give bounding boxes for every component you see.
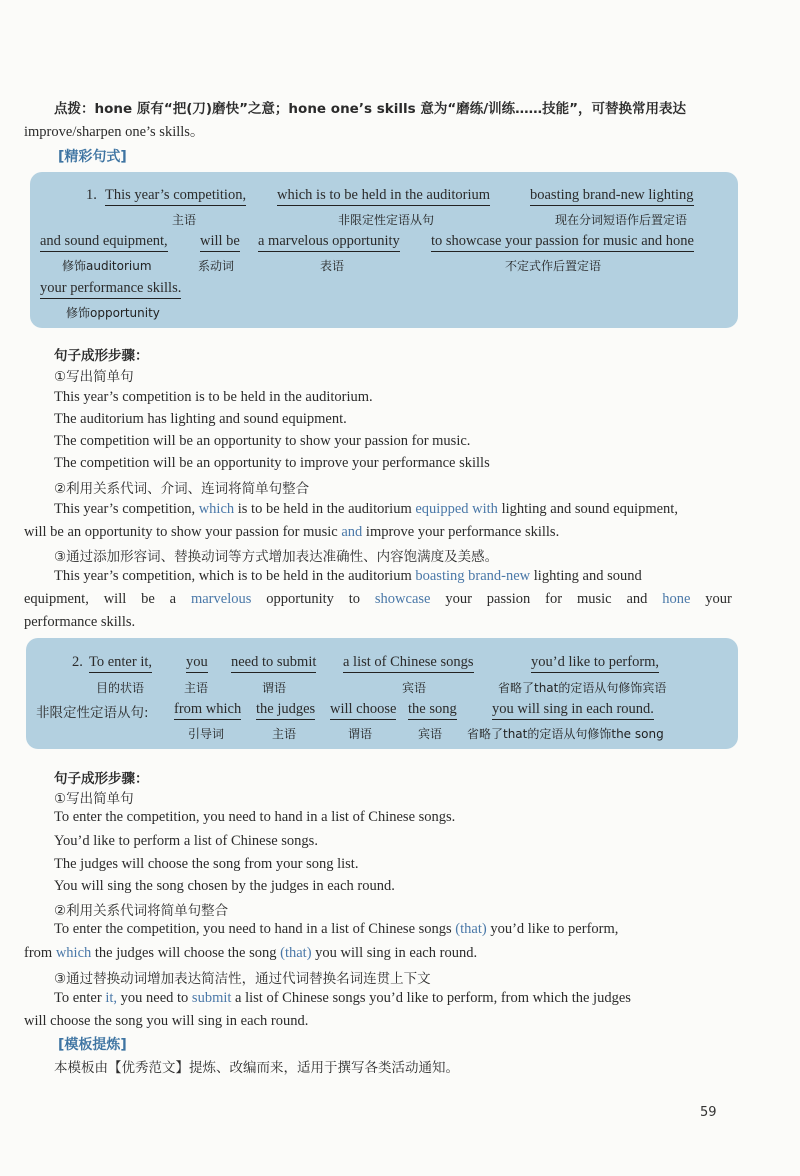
- box1-label-clause: 非限定性定语从句: [338, 213, 435, 227]
- box2-the-judges: the judges: [256, 701, 315, 720]
- section-header-template: [模板提炼]: [58, 1037, 127, 1053]
- box1-skills: your performance skills.: [40, 280, 181, 299]
- s2n1-it: it,: [105, 990, 118, 1006]
- box1-number: 1.: [86, 187, 97, 203]
- box2-the-song: the song: [408, 701, 457, 720]
- s2n1-submit: submit: [191, 990, 232, 1006]
- box2-sing-clause: you will sing in each round.: [492, 701, 654, 720]
- steps1-final-line-3: performance skills.: [24, 614, 136, 630]
- final2-w7: to: [348, 591, 361, 607]
- merged2-part-c: improve your performance skills.: [365, 524, 560, 540]
- steps2-step-2: ②利用关系代词将简单句整合: [54, 903, 229, 919]
- final2-showcase: showcase: [374, 591, 431, 607]
- steps2-step-3: ③通过替换动词增加表达简洁性，通过代词替换名词连贯上下文: [54, 971, 431, 987]
- s2m1-that: (that): [455, 921, 487, 937]
- box1-label-modify-opportunity: 修饰opportunity: [66, 306, 160, 320]
- steps1-merged-line-1: [54, 501, 678, 518]
- box2-label-clause: 省略了that的定语从句修饰宾语: [498, 681, 667, 695]
- box2-label-predicate: 谓语: [262, 681, 287, 695]
- box2-object: a list of Chinese songs: [343, 654, 474, 673]
- final2-w11: for: [545, 591, 563, 607]
- s2m2-which: which: [55, 945, 92, 961]
- s2m2-part-c: the judges will choose the song: [94, 945, 277, 961]
- merged2-part-a: will be an opportunity to show your passion for music: [24, 524, 338, 540]
- steps2-final-line-2: will choose the song you will sing in each round.: [24, 1013, 309, 1029]
- box2-will-choose: will choose: [330, 701, 396, 720]
- box2-label-subject: 主语: [184, 681, 209, 695]
- page-number: 59: [700, 1105, 717, 1120]
- box1-label-participle: 现在分词短语作后置定语: [555, 213, 688, 227]
- final2-w1: equipment,: [24, 591, 89, 607]
- section-header-sentences: [精彩句式]: [58, 149, 127, 165]
- final1-boasting: boasting brand-new: [415, 568, 531, 584]
- final2-w12: music: [576, 591, 612, 607]
- steps1-merged-line-2: [24, 524, 559, 541]
- s2m2-from: from: [24, 945, 53, 961]
- steps1-final-line-1: [54, 568, 642, 585]
- box1-relative-clause: which is to be held in the auditorium: [277, 187, 490, 206]
- merged2-and: and: [341, 524, 363, 540]
- steps2-title: 句子成形步骤：: [54, 771, 149, 787]
- box1-predicative: a marvelous opportunity: [258, 233, 400, 252]
- steps2-merged-line-2: [24, 945, 477, 962]
- final2-w4: a: [169, 591, 177, 607]
- intro-text-1: 点拨：hone 原有“把(刀)磨快”之意；hone one’s skills 意为“磨练/训练……技能”，可替换常用表达: [54, 101, 687, 117]
- steps2-final-line-1: [54, 990, 631, 1007]
- box2-label-subject-2: 主语: [272, 727, 297, 741]
- box2-label-clause-2: 省略了that的定语从句修饰the song: [467, 727, 664, 741]
- box2-label-predicate-2: 谓语: [348, 727, 373, 741]
- merged1-which: which: [198, 501, 235, 517]
- steps1-line-1: This year’s competition is to be held in the auditorium.: [54, 389, 373, 405]
- final2-w9: your: [445, 591, 472, 607]
- intro-line-2: [24, 124, 204, 141]
- steps1-line-4: The competition will be an opportunity to improve your performance skills: [54, 455, 490, 471]
- steps1-step-1: ①写出简单句: [54, 369, 134, 385]
- box2-label-object: 宾语: [402, 681, 427, 695]
- box1-label-linking-verb: 系动词: [198, 259, 235, 273]
- box2-purpose: To enter it,: [89, 654, 152, 673]
- s2n1-rest: a list of Chinese songs you’d like to perform, from which the judges: [235, 990, 631, 1006]
- merged1-equipped-with: equipped with: [415, 501, 498, 517]
- merged1-part-e: lighting and sound equipment,: [501, 501, 678, 517]
- steps2-line-3: The judges will choose the song from your song list.: [54, 856, 359, 872]
- steps1-line-2: The auditorium has lighting and sound equipment.: [54, 411, 347, 427]
- box2-subject: you: [186, 654, 208, 673]
- box2-lead: 非限定性定语从句:: [36, 705, 149, 721]
- steps1-step-3: ③通过添加形容词、替换动词等方式增加表达准确性、内容饱满度及美感。: [54, 549, 499, 565]
- steps2-line-2: You’d like to perform a list of Chinese songs.: [54, 833, 318, 849]
- s2m2-that: (that): [280, 945, 312, 961]
- box1-label-infinitive: 不定式作后置定语: [505, 259, 602, 273]
- intro-line-1: [54, 101, 686, 118]
- steps1-final-line-2: [24, 591, 732, 608]
- s2m1-part-c: you’d like to perform,: [490, 921, 619, 937]
- box1-participle-phrase: boasting brand-new lighting: [530, 187, 694, 206]
- final2-marvelous: marvelous: [190, 591, 252, 607]
- steps1-line-3: The competition will be an opportunity to show your passion for music.: [54, 433, 471, 449]
- box1-label-modify-auditorium: 修饰auditorium: [62, 259, 152, 273]
- box1-linking-verb: will be: [200, 233, 240, 252]
- steps1-title: 句子成形步骤：: [54, 348, 149, 364]
- final2-w13: and: [626, 591, 648, 607]
- box1-label-predicative: 表语: [320, 259, 345, 273]
- merged1-part-a: This year’s competition,: [54, 501, 196, 517]
- final2-w6: opportunity: [266, 591, 334, 607]
- final2-w15: your: [705, 591, 732, 607]
- box1-infinitive: to showcase your passion for music and hone: [431, 233, 694, 252]
- steps1-step-2: ②利用关系代词、介词、连词将简单句整合: [54, 481, 310, 497]
- box2-clause: you’d like to perform,: [531, 654, 659, 673]
- box2-label-object-2: 宾语: [418, 727, 443, 741]
- final2-hone: hone: [662, 591, 691, 607]
- merged1-part-c: is to be held in the auditorium: [237, 501, 412, 517]
- s2n1-to-enter: To enter: [54, 990, 102, 1006]
- steps2-line-4: You will sing the song chosen by the judges in each round.: [54, 878, 395, 894]
- box1-label-subject: 主语: [172, 213, 197, 227]
- final1-part-c: lighting and sound: [533, 568, 642, 584]
- steps2-step-1: ①写出简单句: [54, 791, 134, 807]
- box2-label-purpose: 目的状语: [96, 681, 145, 695]
- steps2-line-1: To enter the competition, you need to hand in a list of Chinese songs.: [54, 809, 456, 825]
- template-note: 本模板由【优秀范文】提炼、改编而来，适用于撰写各类活动通知。: [54, 1060, 459, 1076]
- s2m1-part-a: To enter the competition, you need to hand in a list of Chinese songs: [54, 921, 452, 937]
- box2-number: 2.: [72, 654, 83, 670]
- box2-from-which: from which: [174, 701, 241, 720]
- s2n1-need-to: you need to: [120, 990, 189, 1006]
- box1-subject: This year’s competition,: [105, 187, 246, 206]
- final2-w3: be: [141, 591, 155, 607]
- final2-w10: passion: [486, 591, 531, 607]
- box2-predicate: need to submit: [231, 654, 316, 673]
- final2-w2: will: [103, 591, 127, 607]
- final1-part-a: This year’s competition, which is to be held in the auditorium: [54, 568, 412, 584]
- box1-equipment: and sound equipment,: [40, 233, 168, 252]
- s2m2-part-e: you will sing in each round.: [315, 945, 478, 961]
- intro-text-2: improve/sharpen one’s skills。: [24, 124, 205, 140]
- box2-label-introducer: 引导词: [188, 727, 225, 741]
- steps2-merged-line-1: [54, 921, 618, 938]
